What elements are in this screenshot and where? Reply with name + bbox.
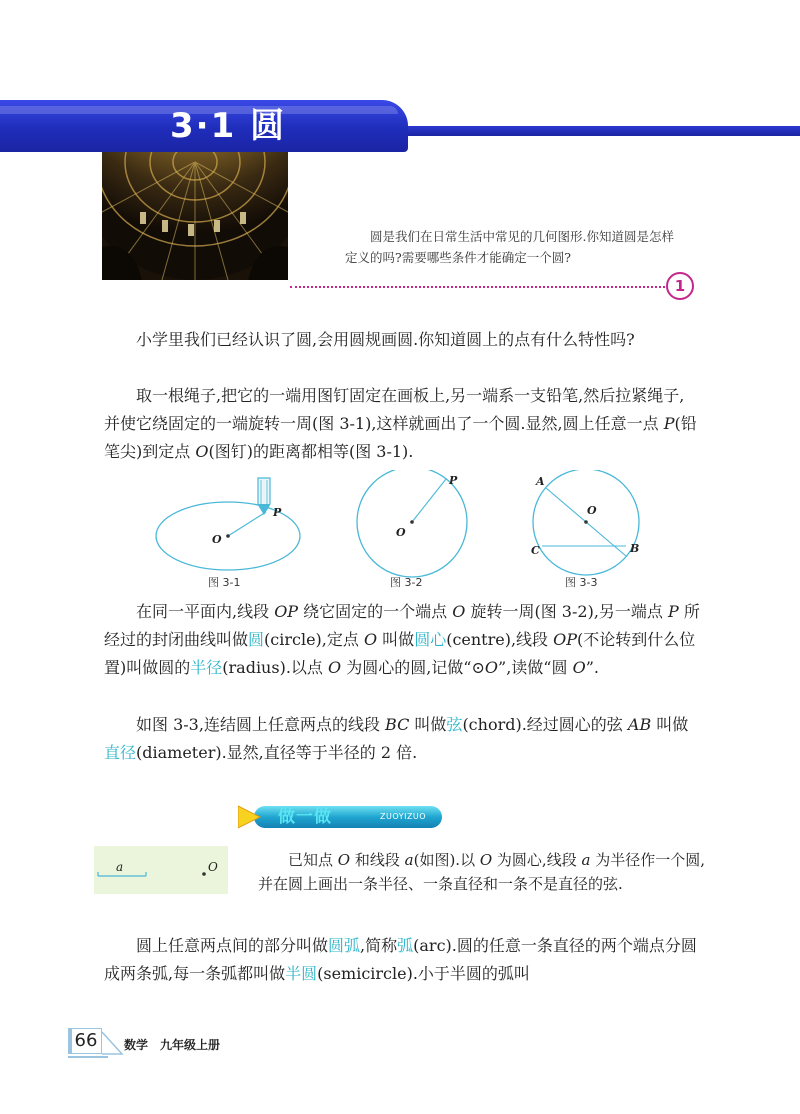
dome-photo bbox=[102, 152, 288, 280]
term-radius: 半径 bbox=[190, 658, 223, 677]
section-title: 3·1 圆 bbox=[170, 106, 287, 146]
figure-3-1 bbox=[156, 478, 300, 570]
text: 为圆心的圆,记做“⊙ bbox=[341, 658, 485, 677]
section-number-badge: 1 bbox=[666, 272, 694, 300]
activity-banner bbox=[238, 804, 444, 830]
fig3-caption: 图 3-3 bbox=[565, 576, 598, 589]
figure-3-2 bbox=[357, 470, 467, 577]
fig1-caption: 图 3-1 bbox=[208, 576, 241, 589]
term-arc: 圆弧 bbox=[328, 936, 361, 955]
activity-title: 做一做 bbox=[278, 807, 332, 827]
math-var: AB bbox=[627, 715, 652, 734]
footer-grade: 九年级上册 bbox=[160, 1038, 221, 1052]
fig1-point-o bbox=[226, 534, 230, 538]
math-var: O bbox=[479, 851, 493, 869]
header-rule bbox=[408, 126, 800, 136]
text: 叫做 bbox=[651, 715, 689, 734]
text: (semicircle).小于半圆的弧叫 bbox=[317, 964, 530, 983]
fig3-point-o bbox=[584, 520, 588, 524]
math-var: O bbox=[363, 630, 378, 649]
fig2-label-o: O bbox=[396, 526, 406, 539]
math-var: OP bbox=[553, 630, 578, 649]
text: (图钉)的距离都相等(图 3-1). bbox=[208, 442, 414, 461]
math-var: BC bbox=[385, 715, 410, 734]
figures-row bbox=[150, 470, 710, 590]
figures-svg bbox=[150, 470, 710, 590]
intro-question: 圆是我们在日常生活中常见的几何图形.你知道圆是怎样定义的吗?需要哪些条件才能确定一个圆? bbox=[345, 229, 674, 265]
fig2-radius bbox=[412, 479, 446, 522]
activity-instructions bbox=[258, 848, 708, 896]
math-var: O bbox=[572, 658, 586, 677]
paragraph-4 bbox=[104, 711, 700, 767]
text: 为圆心,线段 bbox=[492, 851, 582, 869]
fig3-label-o: O bbox=[587, 504, 597, 517]
text: 已知点 bbox=[288, 851, 338, 869]
term-semicircle: 半圆 bbox=[285, 964, 318, 983]
pencil-icon bbox=[258, 478, 270, 514]
text: 旋转一周(图 3-2),另一端点 bbox=[465, 602, 668, 621]
term-circle: 圆 bbox=[248, 630, 265, 649]
label-a: a bbox=[116, 860, 124, 874]
fig3-label-c: C bbox=[531, 544, 540, 557]
fig2-point-o bbox=[410, 520, 414, 524]
page-number: 66 bbox=[74, 1030, 98, 1051]
term-arc-short: 弧 bbox=[397, 936, 414, 955]
text: ”. bbox=[585, 658, 599, 677]
text: (radius).以点 bbox=[222, 658, 328, 677]
fig1-label-p: P bbox=[273, 506, 282, 519]
text: (diameter).显然,直径等于半径的 2 倍. bbox=[136, 743, 418, 762]
paragraph-2 bbox=[104, 382, 700, 466]
math-var: O bbox=[484, 658, 499, 677]
text: 为半径作一个圆,并在圆上画出一条半径、一条直径和一条不是直径的弦. bbox=[258, 851, 705, 893]
paragraph-3 bbox=[104, 598, 700, 682]
math-var: a bbox=[581, 851, 591, 869]
text: (如图).以 bbox=[413, 851, 480, 869]
dotted-divider bbox=[290, 286, 665, 288]
fig2-caption: 图 3-2 bbox=[390, 576, 423, 589]
math-var: P bbox=[668, 602, 679, 621]
math-var: a bbox=[404, 851, 414, 869]
text: (arc).圆的任意一条直径的两个端点分圆成两条弧,每一条弧都叫做 bbox=[104, 936, 697, 983]
text: 圆上任意两点间的部分叫做 bbox=[136, 936, 329, 955]
play-arrow-icon bbox=[238, 806, 260, 828]
text: 叫做 bbox=[377, 630, 415, 649]
math-var: O bbox=[328, 658, 342, 677]
text: (铅笔尖)到定点 bbox=[104, 414, 697, 461]
text: 如图 3-3,连结圆上任意两点的线段 bbox=[136, 715, 386, 734]
text: ,简称 bbox=[360, 936, 398, 955]
fig1-segment-op bbox=[228, 512, 266, 536]
footer-book-info bbox=[124, 1036, 232, 1053]
math-var: O bbox=[195, 442, 209, 461]
activity-figure-box bbox=[94, 846, 228, 894]
text: 所经过的封闭曲线叫做 bbox=[104, 602, 700, 649]
text: 小学里我们已经认识了圆,会用圆规画圆.你知道圆上的点有什么特性吗? bbox=[136, 330, 635, 349]
point-o bbox=[202, 872, 206, 876]
text: 绕它固定的一个端点 bbox=[298, 602, 453, 621]
text: (circle),定点 bbox=[264, 630, 364, 649]
text: (centre),线段 bbox=[446, 630, 554, 649]
text: 在同一平面内,线段 bbox=[136, 602, 275, 621]
activity-pinyin: ZUOYIZUO bbox=[380, 812, 427, 821]
paragraph-1 bbox=[104, 326, 700, 354]
paragraph-5 bbox=[104, 932, 700, 988]
math-var: O bbox=[337, 851, 351, 869]
math-var: P bbox=[663, 414, 675, 433]
text: 叫做 bbox=[409, 715, 447, 734]
text: 取一根绳子,把它的一端用图钉固定在画板上,另一端系一支铅笔,然后拉紧绳子,并使它绕固定的一端旋转一周(图 3-1),这样就画出了一个圆.显然,圆上任意一点 bbox=[104, 386, 685, 433]
figure-3-3 bbox=[531, 470, 639, 575]
text: (chord).经过圆心的弦 bbox=[462, 715, 628, 734]
fig3-label-b: B bbox=[630, 542, 640, 555]
math-var: O bbox=[452, 602, 466, 621]
text: 和线段 bbox=[350, 851, 405, 869]
term-centre: 圆心 bbox=[414, 630, 447, 649]
fig3-label-a: A bbox=[536, 475, 545, 488]
label-o: O bbox=[208, 860, 218, 874]
math-var: OP bbox=[274, 602, 299, 621]
footer-subject: 数学 bbox=[124, 1038, 149, 1052]
term-chord: 弦 bbox=[446, 715, 463, 734]
fig2-label-p: P bbox=[449, 474, 458, 487]
text: ”,读做“圆 bbox=[498, 658, 573, 677]
text: (不论转到什么位置)叫做圆的 bbox=[104, 630, 696, 677]
footer-wedge-icon bbox=[100, 1030, 124, 1056]
fig1-label-o: O bbox=[212, 533, 222, 546]
footer-underline bbox=[68, 1056, 108, 1058]
term-diameter: 直径 bbox=[104, 743, 137, 762]
